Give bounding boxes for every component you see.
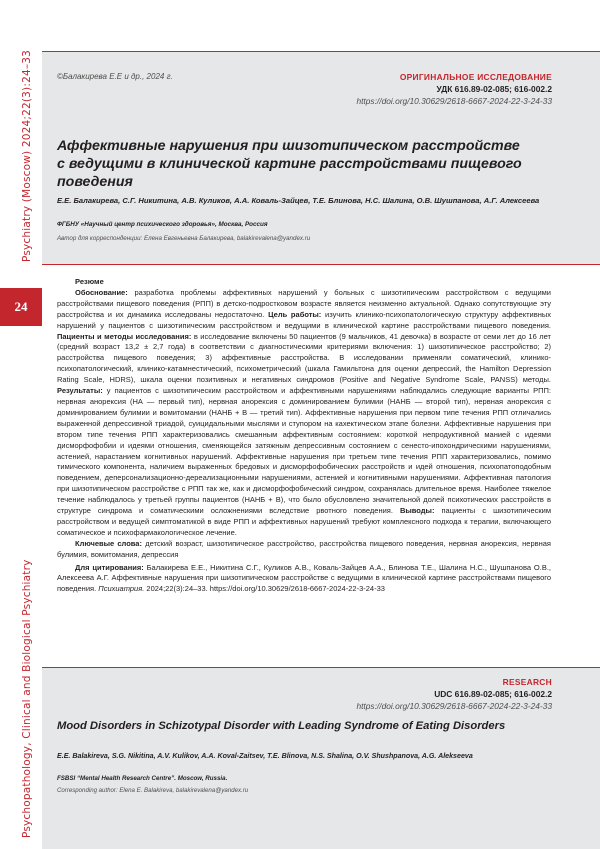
authors-en: E.E. Balakireva, S.G. Nikitina, A.V. Kulikov, A.A. Koval-Zaitsev, T.E. Blinova, N.S. Shalina, O.V. Shushpanova, A.G. Alekseeva — [57, 752, 473, 760]
page-number-badge: 24 — [0, 288, 42, 326]
sidebar — [0, 0, 42, 849]
abstract-paragraph — [57, 288, 551, 539]
abstract-heading: Резюме — [75, 277, 104, 286]
journal-name-ru: Psychiatry (Moscow) 2024;22(3):24–33 — [21, 49, 33, 262]
keywords-text: детский возраст, шизотипическое расстройство, расстройства пищевого поведения, нервная анорексия, нервная булимия, вомитомания, депрессия — [57, 538, 551, 559]
keywords-paragraph — [57, 539, 551, 561]
header-divider — [42, 264, 600, 265]
udc-code-en: UDC 616.89-02-085; 616-002.2 — [434, 689, 552, 699]
results-text: у пациентов с шизотипическим расстройством и аффективными нарушениями наблюдались следующие варианты РПП: нервная анорексия (НА — первый тип), нервная анорексия с доминированием булимии (НАНБ — второй тип), нервная анорексия с доминированием булимии и вомитомании (НАНБ + В — третий тип). Аффективные нарушения при первом типе течения РПП отличались выраженной депрессивной триадой, суицидальными мыслями и ступором на кахектическом этапе болезни. Аффективные нарушения при втором типе течения РПП характеризовались смешанным аффективным состоянием: короткой непродуктивной манией с идеями дисморфофобии и идеями отношения, сменяющейся затяжным депрессивным состоянием с сенесто-ипохондрическими нарушениями, астенией, нарастанием когнитивных нарушений. Аффективные нарушения при третьем типе течения РПП характеризовались, помимо тимического компонента, наличием выраженных бредовых и дисморфофобических расстройств и идей отношения, психопатоподобным поведением, деперсонализационно-дереализационными нарушениями, астенией и когнитивными нарушениями. Аффективная патология при шизотипическом расстройстве с РПП так же, как и дисморфофобический синдром, сохранялась длительное время. Наиболее тяжелое течение наблюдалось у третьей группы пациентов (НАНБ + В), что было обусловлено значительной долей психотических расстройств в структуре синдрома и соматическими осложнениями вследствие рвотного поведения. — [57, 386, 551, 516]
authors-ru: Е.Е. Балакирева, С.Г. Никитина, А.В. Куликов, А.А. Коваль-Зайцев, Т.Е. Блинова, Н.С. Шалина, О.В. Шушпанова, А.Г. Алексеева — [57, 196, 540, 205]
citation-label: Для цитирования: — [75, 562, 144, 572]
background-label: Обоснование: — [75, 287, 128, 297]
udk-code: УДК 616.89-02-085; 616-002.2 — [436, 84, 552, 94]
conclusions-label: Выводы: — [399, 506, 435, 516]
background-text: разработка проблемы аффективных нарушений у больных с шизотипическим расстройством с ведущими расстройствами пищевого поведения (РПП) в детско-подростковом возрасте является неизменно актуальной. Однако сопутствующие эту расстройства и их динамика исследованы недостаточно. — [57, 287, 551, 319]
methods-text: в исследование включены 50 пациентов (9 мальчиков, 41 девочка) в возрасте от семи лет до 16 лет (средний возраст 13,2 ± 2,7 года) в соответствии с диагностическими критериями включения: 1) шизотипическое расстройство; 2) расстройства пищевого поведения; 3) аффективные расстройства. В исследовании применяли соматический, клинико-психопатологический, клинико-катамнестический, психометрический (шкала Гамильтона для оценки депрессий, the Hamilton Depression Rating Scale, HDRS), шкала оценки позитивных и негативных синдромов (Positive and Negative Syndrome Scale, PANSS) методы. — [57, 331, 551, 385]
journal-name-en: Psychopathology, Clinical and Biological Psychiatry — [21, 559, 33, 838]
citation-doi: 2024;22(3):24–33. https://doi.org/10.30629/2618-6667-2024-22-3-24-33 — [146, 584, 385, 594]
citation-paragraph — [57, 563, 551, 596]
affiliation-en: FSBSI “Mental Health Research Centre”. Moscow, Russia. — [57, 775, 228, 782]
article-title-en: Mood Disorders in Schizotypal Disorder with Leading Syndrome of Eating Disorders — [57, 720, 506, 732]
doi-link[interactable]: https://doi.org/10.30629/2618-6667-2024-22-3-24-33 — [356, 96, 552, 106]
copyright: ©Балакирева Е.Е и др., 2024 г. — [57, 72, 173, 81]
keywords-label: Ключевые слова: — [75, 538, 142, 548]
article-title-ru: Аффективные нарушения при шизотипическом расстройстве с ведущими в клинической картине расстройствами пищевого поведения — [57, 138, 522, 190]
doi-link-en[interactable]: https://doi.org/10.30629/2618-6667-2024-22-3-24-33 — [356, 701, 552, 711]
citation-journal: Психиатрия. — [98, 584, 145, 594]
aim-label: Цель работы: — [268, 309, 322, 319]
article-kind-en: RESEARCH — [502, 677, 552, 687]
citation-text: Балакирева Е.Е., Никитина С.Г., Куликов А.В., Коваль-Зайцев А.А., Блинова Т.Е., Шалина Н.С., Шушпанова О.В., Алексеева А.Г. Аффективные нарушения при шизотипическом расстройстве с ведущими в клинической картине расстройствами пищевого поведения. — [57, 562, 552, 594]
conclusions-text: пациенты с шизотипическим расстройством и ведущей симптоматикой в виде РПП и аффективных нарушений требуют комплексного подхода к терапии, включающего соматическое и психофармакологическое лечение. — [57, 506, 551, 537]
affiliation-ru: ФГБНУ «Научный центр психического здоровья», Москва, Россия — [57, 221, 268, 228]
results-label: Результаты: — [57, 386, 103, 396]
aim-text: изучить клинико-психопатологическую структуру аффективных нарушений у пациентов с шизотипическим расстройством и ведущими в клинической картине расстройствами пищевого поведения. — [57, 309, 551, 330]
abstract — [57, 277, 551, 595]
corresponding-author-en: Corresponding author: Elena E. Balakireva, balakirevalena@yandex.ru — [57, 787, 249, 794]
abstract-heading-line — [57, 277, 551, 288]
methods-label: Пациенты и методы исследования: — [57, 331, 192, 341]
article-kind: ОРИГИНАЛЬНОЕ ИССЛЕДОВАНИЕ — [399, 72, 552, 82]
corresponding-author-ru: Автор для корреспонденции: Елена Евгеньевна Балакирева, balakirevalena@yandex.ru — [57, 235, 311, 242]
